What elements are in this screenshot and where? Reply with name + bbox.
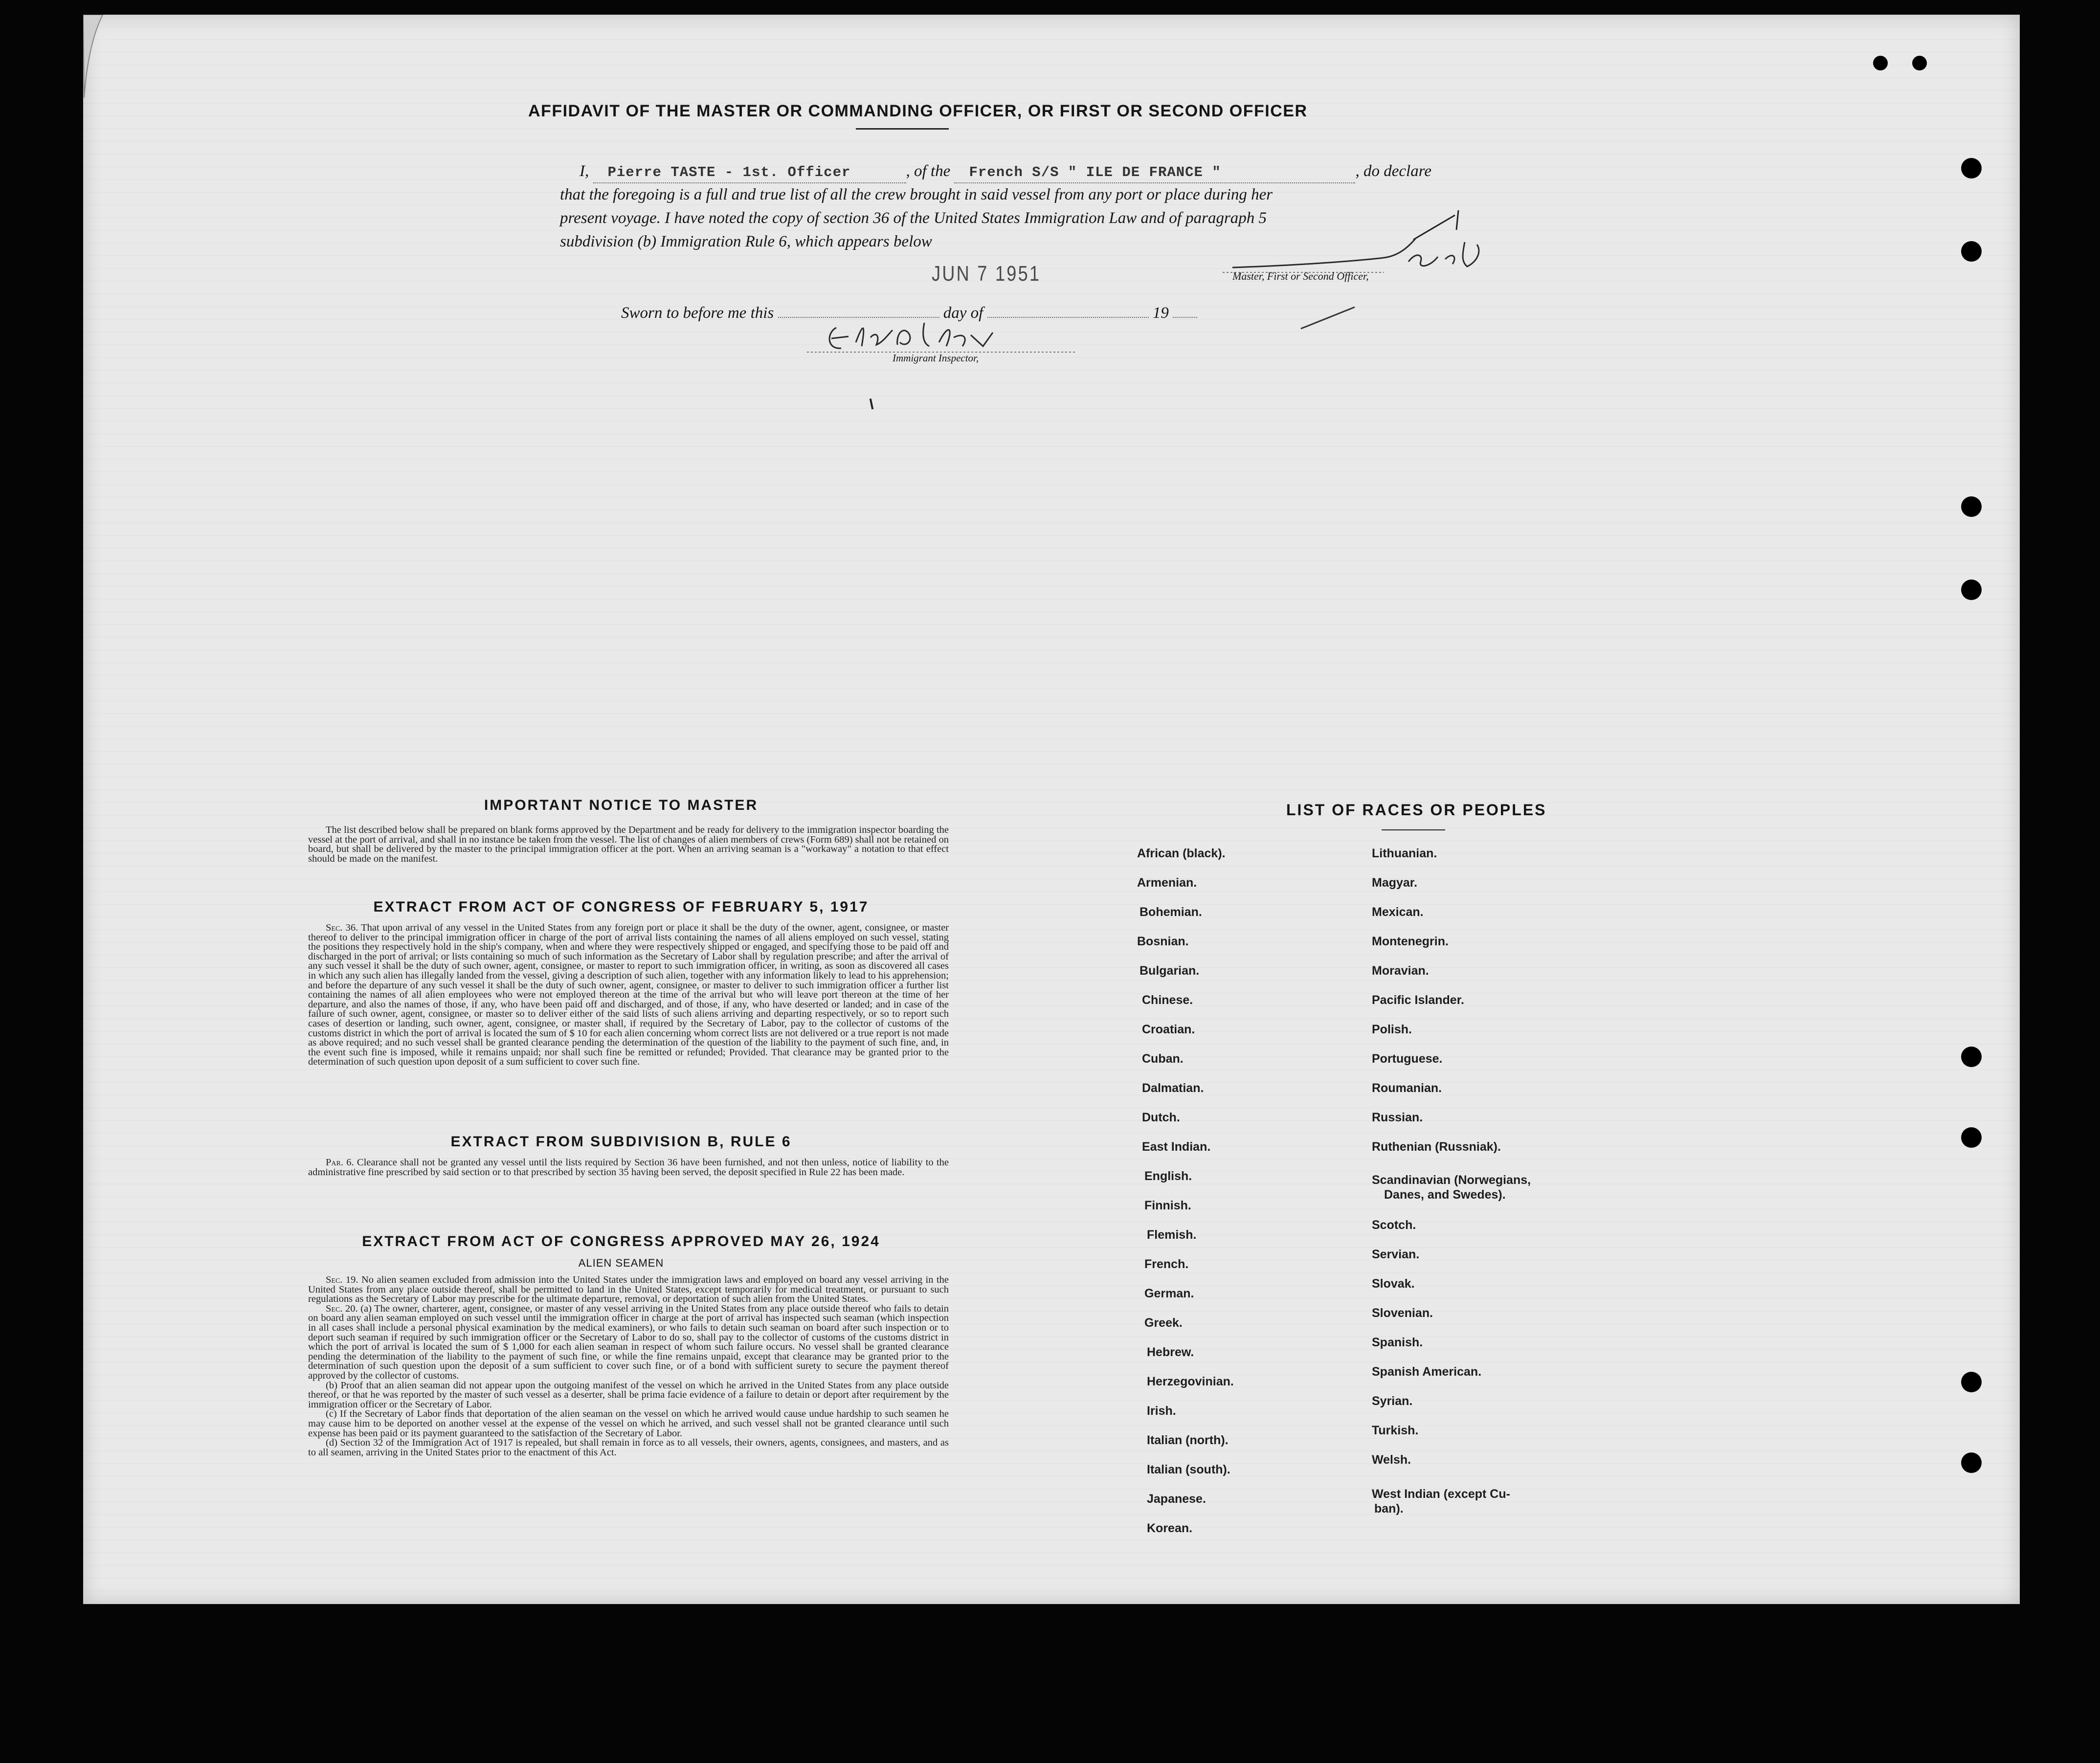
race-item: Roumanian. — [1372, 1081, 1442, 1095]
sec-36-text: That upon arrival of any vessel in the United States from any foreign port or place it shall be the duty of the owner, agent, consignee, or master thereof to deliver to the principal immigration officer in charge of the port of arrival lists containing the names of all aliens employed on such vessel, stating the positions they respectively hold in the ship's company, when and where they were respectively shipped or engaged, and specifying those to be paid off and discharged in the port of arrival; or lists containing so much of such information as the Secretary of Labor shall by regulation prescribe; and after the arrival of any such vessel it shall be the duty of such owner, agent, consignee, or master to report to such immigration officer, in writing, as soon as discovered all cases in which any such alien has illegally landed from the vessel, giving a description of such alien, together with any information likely to lead to his apprehension; and before the departure of any such vessel it shall be the duty of such owner, agent, consignee, or master to deliver to such immigration officer a further list containing the names of all alien employees who were not employed thereon at the time of the arrival but who will leave port thereon at the time of her departure, and also the names of those, if any, who have been paid off and discharged, and of those, if any, who have deserted or landed; and in case of the failure of such owner, agent, consignee, or master so to deliver either of the said lists of such aliens arriving and departing respectively, or so to report such cases of desertion or landing, such owner, agent, consignee, or master shall, if required by the Secretary of Labor, pay to the collector of customs of the customs district in which the port of arrival is located the sum of $ 10 for each alien concerning whom correct lists are not delivered or a true report is not made as above required; and no such vessel shall be granted clearance pending the determination of the question of the liability to the payment of such fine, and, in the event such fine is imposed, while it remains unpaid; nor shall such fine be remitted or refunded; Provided. That clearance may be granted prior to the determination of such question upon deposit of a sum sufficient to cover such fine. — [308, 922, 949, 1068]
rule-6-body — [308, 1158, 949, 1177]
affidavit-title: AFFIDAVIT OF THE MASTER OR COMMANDING OFFICER, OR FIRST OR SECOND OFFICER — [528, 102, 1308, 120]
race-item: Korean. — [1147, 1521, 1193, 1535]
race-item: ban). — [1374, 1502, 1404, 1516]
punch-hole — [1961, 1372, 1982, 1392]
race-item: Mexican. — [1372, 905, 1424, 919]
race-item: Croatian. — [1142, 1023, 1195, 1036]
race-item: Slovenian. — [1372, 1306, 1433, 1320]
races-title: LIST OF RACES OR PEOPLES — [1286, 801, 1547, 819]
race-item: African (black). — [1137, 847, 1226, 860]
race-item: Irish. — [1147, 1404, 1176, 1418]
notice-paragraph: The list described below shall be prepared on blank forms approved by the Department and be ready for delivery to the immigration inspector boarding the vessel at the port of arrival, and shall in no instance be taken from the vessel. The list of changes of alien members of crews (Form 689) shall not be retained on board, but shall be delivered by the master to the principal immigration officer at the port. When an arriving seaman is a "workaway" a notation to that effect should be made on the manifest. — [308, 825, 949, 864]
race-item: Greek. — [1144, 1316, 1183, 1330]
race-item: Ruthenian (Russniak). — [1372, 1140, 1501, 1154]
sec-36-label: Sec. 36. — [326, 922, 358, 933]
par-6-text: Clearance shall not be granted any vessel until the lists required by Section 36 have been furnished, and not then unless, notice of liability to the administrative fine prescribed by said section or to that prescribed by section 35 having been served, the deposit specified in Rule 22 has been made. — [308, 1157, 949, 1178]
line1-suffix: , do declare — [1355, 162, 1431, 180]
affidavit-line-1 — [580, 161, 1431, 183]
race-item: Servian. — [1372, 1248, 1420, 1261]
race-item: West Indian (except Cu- — [1372, 1487, 1510, 1501]
sworn-prefix: Sworn to before me this — [621, 304, 774, 322]
race-item: Bosnian. — [1137, 935, 1189, 948]
alien-seamen-subtitle: ALIEN SEAMEN — [578, 1257, 664, 1269]
punch-hole — [1961, 241, 1982, 262]
race-item: Montenegrin. — [1372, 935, 1449, 948]
race-item: Spanish. — [1372, 1336, 1423, 1349]
race-item: Moravian. — [1372, 964, 1429, 978]
race-item: French. — [1144, 1257, 1189, 1271]
race-item: Portuguese. — [1372, 1052, 1443, 1066]
punch-hole — [1961, 580, 1982, 600]
race-item: Syrian. — [1372, 1394, 1413, 1408]
punch-hole — [1961, 1127, 1982, 1148]
race-item: German. — [1144, 1287, 1194, 1300]
race-item: Polish. — [1372, 1023, 1412, 1036]
race-item: Bohemian. — [1139, 905, 1202, 919]
notice-title: IMPORTANT NOTICE TO MASTER — [484, 797, 759, 813]
race-item: Chinese. — [1142, 993, 1193, 1007]
extract-1924-body — [308, 1275, 949, 1457]
race-item: Flemish. — [1147, 1228, 1197, 1242]
inspector-label: Immigrant Inspector, — [893, 352, 979, 364]
race-item: Spanish American. — [1372, 1365, 1482, 1379]
notice-body — [308, 826, 949, 864]
page-curl-mark — [83, 15, 112, 103]
race-item: Scotch. — [1372, 1218, 1416, 1232]
race-item: Scandinavian (Norwegians, — [1372, 1173, 1531, 1187]
par-6-label: Par. 6. — [326, 1157, 354, 1168]
punch-hole — [1961, 1452, 1982, 1473]
punch-hole — [1912, 56, 1927, 70]
race-item: Hebrew. — [1147, 1345, 1194, 1359]
race-item: English. — [1144, 1169, 1192, 1183]
race-item: Italian (north). — [1147, 1433, 1229, 1447]
title-underline — [856, 128, 949, 130]
rule-6-title: EXTRACT FROM SUBDIVISION B, RULE 6 — [450, 1134, 792, 1150]
sec-20-label: Sec. 20. — [326, 1303, 358, 1314]
punch-hole — [1961, 1047, 1982, 1067]
affidavit-line-3: present voyage. I have noted the copy of section 36 of the United States Immigration Law and of paragraph 5 — [560, 209, 1267, 227]
race-item: Danes, and Swedes). — [1384, 1188, 1506, 1202]
race-item: Armenian. — [1137, 876, 1197, 890]
officer-name: Pierre TASTE - 1st. Officer — [607, 164, 851, 180]
officer-name-field — [593, 161, 906, 183]
race-item: Lithuanian. — [1372, 847, 1437, 860]
race-item: Pacific Islander. — [1372, 993, 1464, 1007]
race-item: Italian (south). — [1147, 1463, 1230, 1476]
race-item: Turkish. — [1372, 1424, 1419, 1437]
punch-hole — [1873, 56, 1888, 70]
punch-hole — [1961, 158, 1982, 179]
stray-mark — [870, 399, 873, 409]
vessel-name: French S/S " ILE DE FRANCE " — [969, 164, 1221, 180]
race-item: Dalmatian. — [1142, 1081, 1204, 1095]
race-item: Bulgarian. — [1139, 964, 1200, 978]
race-item: Dutch. — [1142, 1111, 1180, 1124]
race-item: Russian. — [1372, 1111, 1423, 1124]
sec-20c-text: (c) If the Secretary of Labor finds that deportation of the alien seaman on the vessel on which he arrived would cause undue hardship to such seamen he may cause him to be deported on another vessel at the expense of the vessel on which he arrived, and such vessel shall not be granted clearance until such expense has been paid or its payment guaranteed to the satisfaction of the Secretary of Labor. — [308, 1408, 949, 1439]
sec-19-label: Sec. 19. — [326, 1274, 358, 1285]
race-item: Herzegovinian. — [1147, 1375, 1234, 1388]
date-stamp: JUN 7 1951 — [932, 262, 1041, 286]
line1-of-the: , of the — [906, 162, 951, 180]
race-item: Cuban. — [1142, 1052, 1184, 1066]
affidavit-line-4: subdivision (b) Immigration Rule 6, which appears below — [560, 233, 932, 250]
sec-20d-text: (d) Section 32 of the Immigration Act of 1917 is repealed, but shall remain in force as to all vessels, their owners, agents, consignees, and masters, and as to all seamen, arriving in the United States prior to the enactment of this Act. — [308, 1437, 949, 1458]
document-page — [83, 15, 2020, 1604]
sec-20b-text: (b) Proof that an alien seaman did not appear upon the outgoing manifest of the vessel on which he arrived in the United States from any place outside thereof, or that he was reported by the master of such vessel as a deserter, shall be prima facie evidence of a failure to detain or deport after requirement by the immigration officer or the Secretary of Labor. — [308, 1380, 949, 1410]
race-item: Japanese. — [1147, 1492, 1206, 1506]
race-item: Finnish. — [1144, 1199, 1191, 1212]
extract-1917-title: EXTRACT FROM ACT OF CONGRESS OF FEBRUARY 5, 1917 — [373, 899, 869, 915]
race-item: Slovak. — [1372, 1277, 1415, 1291]
extract-1924-title: EXTRACT FROM ACT OF CONGRESS APPROVED MAY 26, 1924 — [362, 1233, 880, 1250]
officer-signature-label: Master, First or Second Officer, — [1232, 270, 1369, 282]
race-item: East Indian. — [1142, 1140, 1211, 1154]
vessel-field — [954, 161, 1355, 183]
race-item: Welsh. — [1372, 1453, 1411, 1467]
extract-1917-body — [308, 923, 949, 1067]
sworn-year-label: 19 — [1152, 304, 1169, 322]
punch-hole — [1961, 496, 1982, 517]
line1-prefix: I, — [580, 162, 589, 180]
slash-mark — [1296, 303, 1364, 333]
race-item: Magyar. — [1372, 876, 1418, 890]
sworn-year-field — [1173, 317, 1197, 318]
races-title-underline — [1382, 829, 1445, 830]
sec-19-text: No alien seamen excluded from admission into the United States under the immigration laws and employed on board any vessel arriving in the United States from any place outside thereof, shall be permitted to land in the United States, except temporarily for medical treatment, or pursuant to such regulations as the Secretary of Labor may prescribe for the ultimate departure, removal, or deportation of such alien from the United States. — [308, 1274, 949, 1305]
sworn-day-label: day of — [943, 304, 983, 322]
affidavit-line-2: that the foregoing is a full and true list of all the crew brought in said vessel from any port or place during her — [560, 186, 1273, 203]
sec-20a-text: (a) The owner, charterer, agent, consignee, or master of any vessel arriving in the United States from any place outside thereof who fails to detain on board any alien seaman employed on such vessel until the immigration officer in charge at the port of arrival has inspected such seaman (which inspection in all cases shall include a personal physical examination by the medical examiners), or who fails to detain such seaman on board after such inspection or to deport such seaman if required by such immigration officer or the Secretary of Labor to do so, shall pay to the collector of customs of the customs district in which the port of arrival is located the sum of $ 1,000 for each alien seaman in respect of whom such failure occurs. No vessel shall be granted clearance pending the determination of the liability to the payment of such fine, or while the fine remains unpaid, except that clearance may be granted prior to the determination of such question upon the deposit of a sum sufficient to cover such fine, or of a bond with sufficient surety to secure the payment thereof approved by the collector of customs. — [308, 1303, 949, 1381]
